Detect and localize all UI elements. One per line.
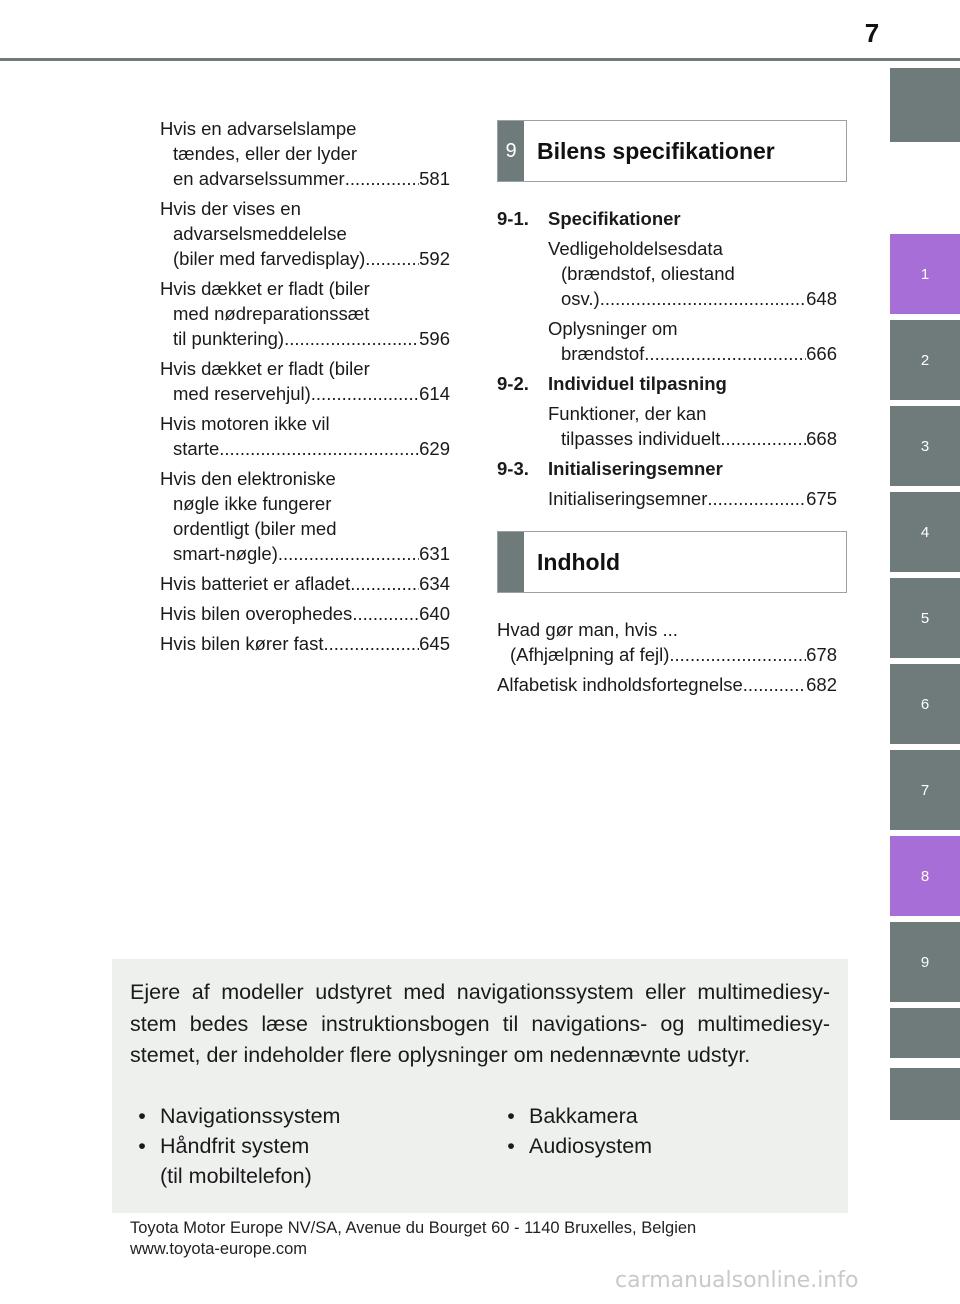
bullet-text: Navigationssystem [160, 1104, 341, 1128]
toc-entry [160, 116, 450, 191]
info-box [112, 959, 848, 1213]
page-ref: 675 [806, 488, 837, 509]
toc-entry [160, 631, 450, 656]
section-title: Initialiseringsemner [548, 458, 723, 479]
bullet-dot: • [507, 1104, 515, 1128]
entry-line: Funktioner, der kan [548, 403, 707, 424]
leader-dots [311, 381, 419, 406]
chapter-number-blank [498, 532, 524, 592]
entry-text: starte [173, 438, 220, 459]
bullet-text: Håndfrit system [160, 1134, 310, 1158]
leader-dots [352, 601, 419, 626]
page-ref: 581 [419, 168, 450, 189]
section-heading [497, 456, 837, 481]
entry-line: Hvis der vises en [160, 198, 301, 219]
entry-text: til punktering) [173, 328, 285, 349]
bullet-text: Bakkamera [529, 1104, 638, 1128]
bullet-dot: • [138, 1104, 146, 1128]
page-ref: 614 [419, 383, 450, 404]
chapter-tab [890, 1008, 960, 1058]
entry-line: Hvis dækket er fladt (biler [160, 358, 370, 379]
toc-left-column [160, 116, 450, 661]
leader-dots [720, 426, 806, 451]
index-chapter-header [497, 531, 847, 593]
index-entry [497, 672, 837, 697]
entry-text: Hvis bilen overophedes [160, 603, 353, 624]
section-heading [497, 206, 837, 231]
entry-page-line [548, 286, 837, 311]
index-entries [497, 617, 837, 702]
bullet-text: Audiosystem [529, 1134, 653, 1158]
entry-page-line [160, 436, 450, 461]
footer-address: Toyota Motor Europe NV/SA, Avenue du Bourget 60 - 1140 Bruxelles, Belgien [130, 1219, 697, 1237]
entry-line: med nødreparationssæt [173, 303, 370, 324]
entry-page-line [548, 486, 837, 511]
page-ref: 596 [419, 328, 450, 349]
leader-dots [669, 642, 806, 667]
chapter-number: 9 [498, 121, 524, 181]
bullet-item [130, 1101, 340, 1131]
chapter-tab: 4 [890, 492, 960, 572]
chapter-title: Indhold [537, 548, 621, 575]
leader-dots [644, 341, 806, 366]
toc-entry [160, 466, 450, 566]
watermark: carmanualsonline.info [615, 1268, 859, 1293]
page-ref: 634 [419, 573, 450, 594]
page-ref: 640 [419, 603, 450, 624]
entry-text: tilpasses individuelt [561, 428, 721, 449]
page-ref: 666 [806, 343, 837, 364]
toc-entry [160, 196, 450, 271]
entry-line: Hvis den elektroniske [160, 468, 336, 489]
entry-line: Hvad gør man, hvis ... [497, 619, 678, 640]
entry-page-line [160, 571, 450, 596]
entry-page-line [160, 166, 450, 191]
chapter-tab: 5 [890, 578, 960, 658]
bullet-item [499, 1131, 652, 1161]
chapter-tab: 2 [890, 320, 960, 400]
entry-line: Hvis en advarselslampe [160, 118, 357, 139]
section-code: 9-3. [497, 458, 529, 479]
leader-dots [323, 631, 419, 656]
page-ref: 631 [419, 543, 450, 564]
entry-page-line [160, 326, 450, 351]
entry-line: Vedligeholdelsesdata [548, 238, 723, 259]
bullet-item [499, 1101, 652, 1131]
entry-text: Alfabetisk indholdsfortegnelse [497, 674, 743, 695]
entry-page-line [160, 541, 450, 566]
toc-entry [160, 276, 450, 351]
leader-dots [278, 541, 419, 566]
entry-text: (biler med farvedisplay) [173, 248, 366, 269]
chapter-tab: 6 [890, 664, 960, 744]
entry-line: Hvis dækket er fladt (biler [160, 278, 370, 299]
page-ref: 592 [419, 248, 450, 269]
bullet-item [130, 1131, 340, 1161]
page-ref: 682 [806, 674, 837, 695]
section-code: 9-2. [497, 373, 529, 394]
bullet-list-right [499, 1101, 652, 1161]
entry-text: Initialiseringsemner [548, 488, 708, 509]
chapter-tab [890, 68, 960, 142]
header-rule [0, 58, 960, 61]
chapter-tab: 7 [890, 750, 960, 830]
footer [130, 1218, 696, 1260]
entry-page-line [548, 341, 837, 366]
leader-dots [350, 571, 419, 596]
chapter-9-sections [497, 206, 837, 516]
entry-page-line [160, 601, 450, 626]
leader-dots [284, 326, 419, 351]
page-ref: 645 [419, 633, 450, 654]
leader-dots [600, 286, 806, 311]
entry-line: Hvis motoren ikke vil [160, 413, 330, 434]
entry-line: ordentligt (biler med [173, 518, 337, 539]
entry-line: Oplysninger om [548, 318, 678, 339]
chapter-tab: 8 [890, 836, 960, 916]
entry-line: tændes, eller der lyder [173, 143, 358, 164]
page-ref: 678 [806, 644, 837, 665]
entry-line: (brændstof, oliestand [561, 263, 735, 284]
entry-line: nøgle ikke fungerer [173, 493, 332, 514]
toc-entry [160, 356, 450, 406]
leader-dots [743, 672, 806, 697]
section-title: Specifikationer [548, 208, 681, 229]
page-ref: 629 [419, 438, 450, 459]
info-text: Ejere af modeller udstyret med navigationssystem eller multimediesy-stem bedes læse instruktionsbogen til navigations- og multimediesy-stemet, der indeholder flere oplysninger om nedennævnte udstyr. [130, 980, 830, 1067]
entry-line: advarselsmeddelelse [173, 223, 347, 244]
entry-text: Hvis bilen kører fast [160, 633, 324, 654]
chapter-tab: 9 [890, 922, 960, 1002]
toc-entry [160, 601, 450, 626]
entry-page-line [548, 426, 837, 451]
entry-text: en advarselssummer [173, 168, 345, 189]
bullet-text: (til mobiltelefon) [160, 1164, 312, 1188]
bullet-dot: • [507, 1134, 515, 1158]
chapter-tab: 3 [890, 406, 960, 486]
section-item [497, 401, 837, 451]
chapter-tab: 1 [890, 234, 960, 314]
leader-dots [345, 166, 419, 191]
page-ref: 648 [806, 288, 837, 309]
chapter-title: Bilens specifikationer [537, 137, 775, 164]
leader-dots [365, 246, 419, 271]
section-item [497, 236, 837, 311]
entry-page-line [497, 672, 837, 697]
bullet-dot [130, 1161, 154, 1191]
entry-text: Hvis batteriet er afladet [160, 573, 351, 594]
section-code: 9-1. [497, 208, 529, 229]
page-number: 7 [864, 18, 880, 48]
bullet-dot: • [138, 1134, 146, 1158]
entry-text: smart-nøgle) [173, 543, 278, 564]
entry-text: (Afhjælpning af fejl) [510, 644, 670, 665]
bullet-list-left [130, 1101, 340, 1191]
chapter-tab [890, 1068, 960, 1120]
section-item [497, 486, 837, 511]
entry-text: brændstof [561, 343, 645, 364]
toc-entry [160, 571, 450, 596]
section-item [497, 316, 837, 366]
entry-page-line [160, 246, 450, 271]
leader-dots [707, 486, 806, 511]
index-entry [497, 617, 837, 667]
entry-page-line [497, 642, 837, 667]
section-title: Individuel tilpasning [548, 373, 727, 394]
entry-page-line [160, 381, 450, 406]
section-heading [497, 371, 837, 396]
entry-page-line [160, 631, 450, 656]
footer-url: www.toyota-europe.com [130, 1240, 307, 1258]
chapter-9-header [497, 120, 847, 182]
bullet-item [130, 1161, 340, 1191]
leader-dots [219, 436, 419, 461]
entry-text: osv.) [561, 288, 600, 309]
entry-text: med reservehjul) [173, 383, 311, 404]
page-ref: 668 [806, 428, 837, 449]
toc-entry [160, 411, 450, 461]
